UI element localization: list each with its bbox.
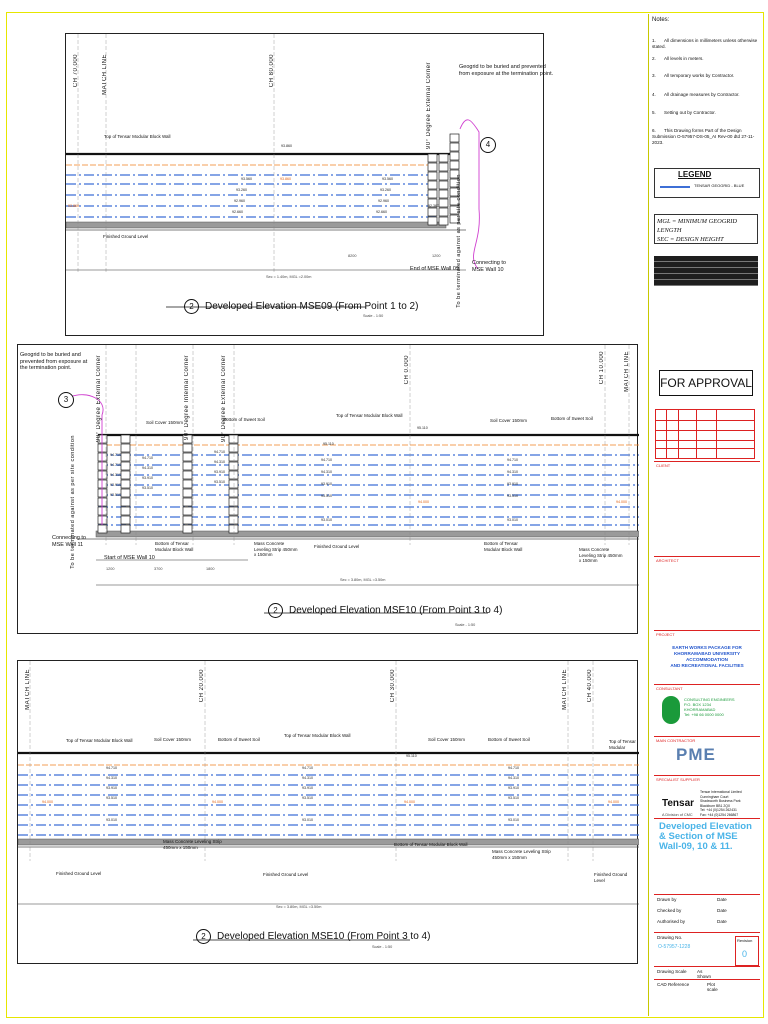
modular-block [439,190,448,198]
client-label: CLIENT [656,463,671,468]
level-label: 93.010 [321,518,332,522]
dimension-text: Sec = 1.40m, MGL =2.00m [266,275,312,279]
level-label: 92.960 [378,199,389,203]
modular-block [183,480,192,488]
leveling-strip-label: Mass Concrete Leveling Strip 450mm x 150mm [163,839,222,850]
leveling-strip-label: Mass Concrete Leveling Strip 450mm x 150mm [254,541,298,557]
modular-block [121,516,130,524]
level-label: 93.510 [110,493,121,497]
finished-ground-label: Finished Ground Level [56,871,102,876]
contractor-label: MAIN CONTRACTOR [656,738,696,743]
modular-block [439,208,448,216]
level-label: 92.660 [376,210,387,214]
architect-label: ARCHITECT [656,558,679,563]
drawing-no-label: Drawing No. [657,935,683,940]
panel-title-text: Developed Elevation MSE10 (From Point 3 to 4) [289,605,503,617]
level-label: 94.000 [42,800,53,804]
level-label: 94.710 [302,766,313,770]
sweet-soil-label: Bottom of Sweet Soil [488,737,530,742]
modular-block [121,471,130,479]
note-item: 6. This Drawing forms Part of the Design Submission O-57957-DS-05_AI Rev-00 dtd 27-11-2023. [652,128,755,145]
revision-box: Revision 0 [735,936,759,966]
finished-ground-label: Finished Ground Level [263,872,309,877]
match-line-label: MATCH LINE [562,669,568,710]
divider [654,684,760,685]
top-wall-label: Top of Tensar Modular Block Wall [284,733,351,738]
corner-label: 90° Degree Internal Corner [184,355,190,441]
modular-block [121,444,130,452]
modular-block [121,489,130,497]
detail-number: 2 [196,929,211,944]
tensar-address: Tensar International Limited Cunningham Court Shadsworth Business Park Blackburn BB1 2QX Tel: +44 (0)1254 262431 Fax: +44 (0)1254 266867 [700,790,742,817]
level-label: 94.710 [106,766,117,770]
divider [654,932,760,933]
level-label: 93.910 [508,786,519,790]
consultant-logo [662,696,680,724]
consultant-details: CONSULTING ENGINEERS P.O. BOX 1234 KHORRAMABAD Tel: +98 66 0000 0000 [684,697,735,717]
dimension-text: 1800 [206,567,215,571]
cad-row: CAD Reference Plot scale [657,982,718,992]
level-label: 93.510 [214,480,225,484]
modular-block [439,217,448,225]
finished-ground-label: Finished Ground Level [594,872,628,883]
top-wall-label: Top of Tensar Modular [609,739,636,750]
level-label: 93.010 [106,818,117,822]
project-name: EARTH WORKS PACKAGE FOR KHORRAMABAD UNIVERSITY ACCOMMODATION AND RECREATIONAL FACILITIES [670,645,744,668]
dimension-text: Sec = 3.80m, MGL =3.50m [340,578,386,582]
chainage-label: CH 20.000 [199,669,205,703]
level-label: 93.910 [507,482,518,486]
divider [654,894,760,895]
level-label: 92.960 [234,199,245,203]
dimension-text: 8200 [348,254,357,258]
geogrid-schedule-table [654,256,758,286]
leveling-strip [66,222,446,228]
modular-block [183,489,192,497]
level-label: 93.910 [106,786,117,790]
specialist-label: SPECIALIST SUPPLIER [656,777,700,782]
modular-block [450,152,459,160]
note-item: 3. All temporary works by Contractor. [652,73,735,78]
elevation-panel-mse10-b [17,660,638,964]
modular-block [229,489,238,497]
elevation-drawing-mse10-b [18,661,639,965]
panel-title-text: Developed Elevation MSE09 (From Point 1 to 2) [205,301,419,313]
finished-ground-label: Finished Ground Level [103,234,149,239]
level-label: 93.010 [302,818,313,822]
modular-block [98,471,107,479]
level-label: 92.360 [428,204,439,208]
soil-cover-label: Soil Cover 150mm [490,418,528,423]
notes-heading: Notes: [652,17,670,23]
modular-block [98,516,107,524]
modular-block [121,462,130,470]
modular-block [183,498,192,506]
level-label: 94.710 [507,458,518,462]
drawing-number: O-57957-1228 [658,944,691,950]
modular-block [183,471,192,479]
sweet-soil-label: Bottom of Sweet Soil [551,416,593,421]
level-label: 95.110 [406,754,417,758]
level-label: 92.660 [232,210,243,214]
match-line-label: MATCH LINE [25,669,31,710]
modular-block [183,453,192,461]
modular-block [98,444,107,452]
modular-block [428,217,437,225]
leveling-strip-label: Mass Concrete Leveling Strip 450mm x 150mm [492,849,551,860]
level-label: 94.710 [110,453,121,457]
modular-block [183,525,192,533]
modular-block [121,453,130,461]
geogrid-note: Geogrid to be buried and prevented from exposure at the termination point. [20,352,88,371]
panel-title [268,603,502,618]
modular-block [98,462,107,470]
chainage-label: CH 0.000 [404,355,410,385]
level-label: 94.310 [508,776,519,780]
connecting-note: Connecting to MSE Wall 10 [472,260,506,273]
modular-block [183,507,192,515]
panel-title-text: Developed Elevation MSE10 (From Point 3 to 4) [217,931,431,943]
level-label: 93.860 [68,204,79,208]
corner-label: 90° Degree External Corner [426,62,432,150]
modular-block [428,172,437,180]
level-label: 94.710 [321,458,332,462]
level-label: 94.000 [616,500,627,504]
modular-block [450,161,459,169]
level-label: 93.910 [321,482,332,486]
level-label: 93.910 [142,476,153,480]
soil-cover-label: Soil Cover 150mm [146,420,184,425]
approval-stamp: FOR APPROVAL [659,370,753,396]
section-bubble: 4 [480,137,496,153]
terminated-note: To be terminated against as per site condition [456,174,462,308]
modular-block [229,480,238,488]
level-label: 93.260 [236,188,247,192]
level-label: 93.860 [281,144,292,148]
modular-block [98,480,107,488]
level-label: 93.510 [321,494,332,498]
modular-block [98,525,107,533]
revision-table [655,409,755,459]
chainage-label: CH 80.000 [269,54,275,88]
abbreviations-box [654,214,758,244]
end-of-wall-note: End of MSE Wall 09 [410,266,460,272]
divider [654,556,760,557]
corner-label: 90° Degree External Corner [221,355,227,443]
elevation-panel-mse09 [65,33,554,336]
chainage-label: CH 40.000 [587,669,593,703]
corner-label: 90° Degree External Corner [96,355,102,443]
level-label: 93.010 [507,518,518,522]
level-label: 95.110 [417,426,428,430]
contractor-logo: PME [676,745,716,764]
legend-item: TENSAR GEOGRID - BLUE [694,183,745,188]
modular-block [183,462,192,470]
level-label: 94.310 [106,776,117,780]
bottom-block-label: Bottom of Tensar Modular Block Wall [155,541,194,552]
level-label: 94.000 [404,800,415,804]
panel-scale: Scale - 1:50 [372,945,393,949]
divider [654,736,760,737]
chainage-label: CH 10.000 [599,351,605,385]
level-label: 94.310 [321,470,332,474]
panel-scale: Scale - 1:50 [455,623,476,627]
level-label: 93.010 [508,818,519,822]
level-label: 93.260 [380,188,391,192]
modular-block [428,190,437,198]
modular-block [121,480,130,488]
level-label: 94.710 [142,456,153,460]
detail-number: 2 [268,603,283,618]
modular-block [229,498,238,506]
modular-block [229,507,238,515]
level-label: 94.000 [212,800,223,804]
modular-block [121,507,130,515]
level-label: 93.510 [508,796,519,800]
drawing-title: Developed Elevation & Section of MSE Wall-09, 10 & 11. [659,821,752,852]
modular-block [439,154,448,162]
match-line-label: MATCH LINE [102,54,108,95]
level-label: 94.310 [110,473,121,477]
modular-block [439,199,448,207]
level-label: 93.510 [507,494,518,498]
level-label: 93.910 [110,483,121,487]
modular-block [450,134,459,142]
note-item: 5. Setting out by Contractor. [652,110,716,115]
bottom-block-label: Bottom of Tensar Modular Block Wall [394,842,468,847]
chainage-label: CH 30.000 [390,669,396,703]
leveling-strip-label: Mass Concrete Leveling Strip 450mm x 150mm [579,547,623,563]
modular-block [428,163,437,171]
leveling-strip [18,839,639,845]
modular-block [98,507,107,515]
divider [654,818,760,819]
panel-title [184,299,418,314]
level-label: 94.310 [507,470,518,474]
dimension-text: 3700 [154,567,163,571]
panel-title [196,929,430,944]
level-label: 94.310 [214,460,225,464]
title-block [648,14,763,1016]
legend-title: LEGEND [678,170,712,179]
detail-number: 2 [184,299,199,314]
sweet-soil-label: Bottom of Sweet Soil [223,417,265,422]
tensar-tagline: A Division of CMC [662,813,693,817]
consultant-label: CONSULTANT [656,686,683,691]
project-label: PROJECT [656,632,675,637]
modular-block [450,143,459,151]
level-label: 95.110 [323,442,334,446]
level-label: 93.510 [142,486,153,490]
modular-block [98,453,107,461]
level-label: 94.310 [142,466,153,470]
modular-block [229,471,238,479]
sweet-soil-label: Bottom of Sweet Soil [218,737,260,742]
modular-block [229,453,238,461]
abbreviation: MGL = MINIMUM GEOGRID LENGTH [657,218,737,234]
match-line-label: MATCH LINE [624,351,630,392]
drawn-by-row: Drawn by Date [657,897,727,902]
level-label: 94.710 [214,450,225,454]
panel-scale: Scale - 1:50 [363,314,384,318]
modular-block [229,444,238,452]
chainage-label: CH 70.000 [73,54,79,88]
modular-block [439,172,448,180]
top-wall-label: Top of Tensar Modular Block Wall [336,413,403,418]
modular-block [229,462,238,470]
note-item: 2. All levels in meters. [652,56,704,61]
modular-block [98,489,107,497]
modular-block [98,498,107,506]
top-wall-label: Top of Tensar Modular Block Wall [104,134,171,139]
level-label: 94.310 [302,776,313,780]
abbreviation: SEC = DESIGN HEIGHT [657,236,724,243]
revision-number: 0 [742,949,748,959]
level-label: 94.000 [418,500,429,504]
divider [654,979,760,980]
level-label: 93.910 [214,470,225,474]
modular-block [439,163,448,171]
level-label: 93.560 [241,177,252,181]
tensar-logo: Tensar [662,798,695,809]
level-label: 93.560 [382,177,393,181]
modular-block [229,516,238,524]
level-label: 93.510 [106,796,117,800]
modular-block [121,525,130,533]
level-label: 93.860 [280,177,291,181]
level-label: 94.710 [508,766,519,770]
soil-cover-label: Soil Cover 150mm [428,737,466,742]
modular-block [183,516,192,524]
modular-block [428,181,437,189]
dimension-text: 1200 [106,567,115,571]
terminated-note: To be terminated against as per site condition [70,435,76,569]
level-label: 94.710 [110,463,121,467]
bottom-block-label: Bottom of Tensar Modular Block Wall [484,541,523,552]
authorised-by-row: Authorised by Date [657,919,727,924]
top-wall-label: Top of Tensar Modular Block Wall [66,738,133,743]
checked-by-row: Checked by Date [657,908,727,913]
note-item: 4. All drainage measures by Contractor. [652,92,740,97]
modular-block [183,444,192,452]
connecting-note: Connecting to MSE Wall 11 [52,535,86,548]
soil-cover-label: Soil Cover 150mm [154,737,192,742]
modular-block [439,181,448,189]
elevation-panel-mse10-a [17,344,638,634]
level-label: 93.910 [302,786,313,790]
divider [654,775,760,776]
section-bubble: 3 [58,392,74,408]
divider [654,966,760,967]
modular-block [121,498,130,506]
level-label: 93.510 [302,796,313,800]
geogrid-legend-swatch [660,186,690,188]
finished-ground-label: Finished Ground Level [314,544,360,549]
divider [654,630,760,631]
modular-block [428,208,437,216]
level-label: 94.000 [608,800,619,804]
dimension-text: 1200 [432,254,441,258]
scale-row: Drawing Scale As Shown [657,969,712,979]
geogrid-note: Geogrid to be buried and prevented from exposure at the termination point. [459,64,554,77]
modular-block [121,435,130,443]
modular-block [428,154,437,162]
leveling-strip [96,531,639,537]
start-of-wall-note: Start of MSE Wall 10 [104,555,155,561]
dimension-text: Sec = 3.80m, MGL =3.50m [276,905,322,909]
note-item: 1. All dimensions in millimeters unless otherwise stated. [652,38,758,49]
modular-block [229,525,238,533]
divider [654,461,760,462]
